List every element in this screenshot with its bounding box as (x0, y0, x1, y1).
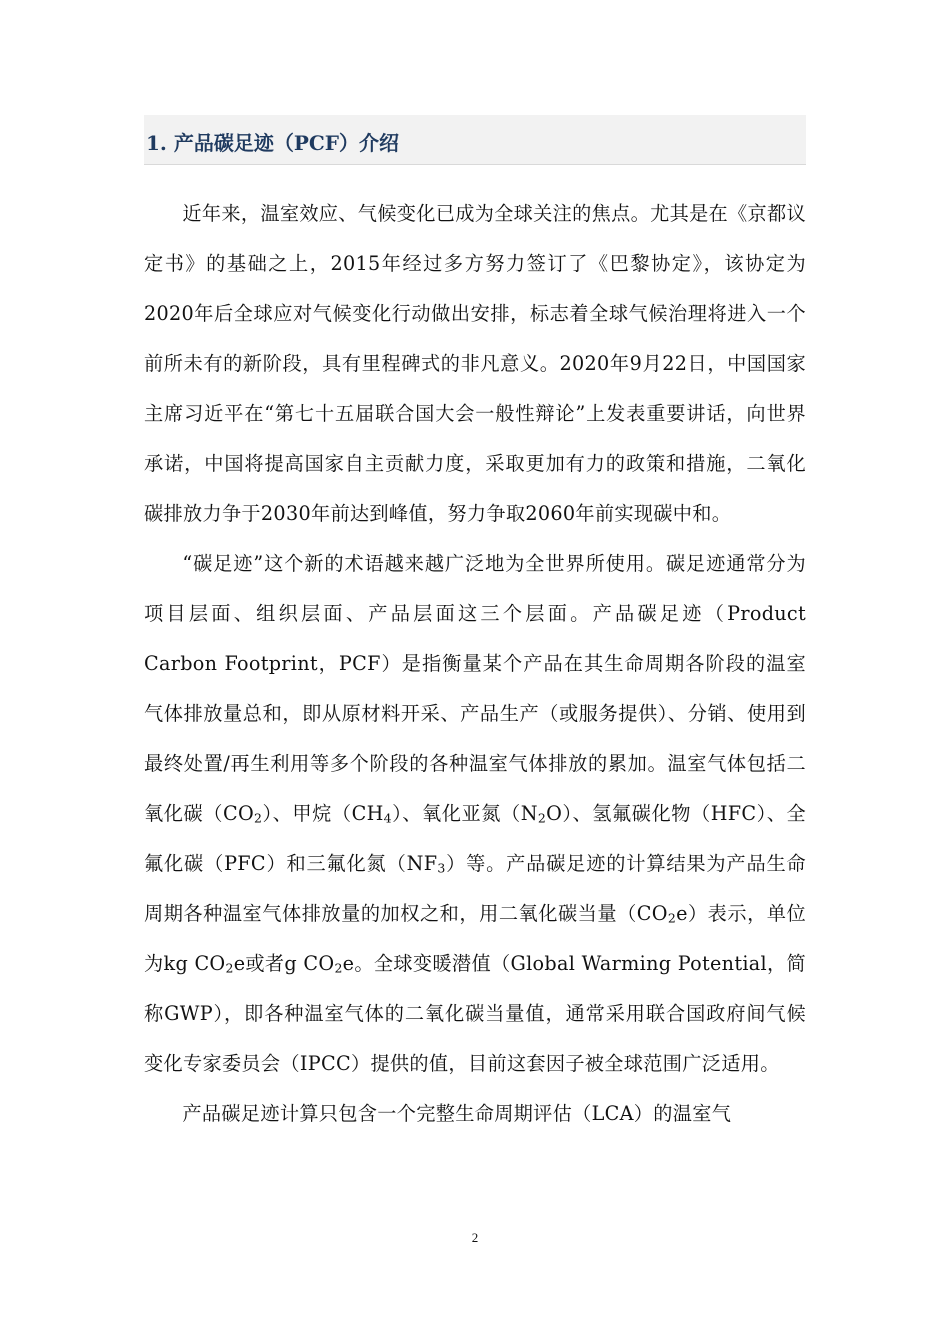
text-run: e）表示，单位为kg CO (144, 902, 806, 975)
subscript: 4 (383, 810, 392, 826)
body-text (144, 189, 806, 1139)
paragraph-3: 产品碳足迹计算只包含一个完整生命周期评估（LCA）的温室气 (182, 1102, 732, 1125)
text-run: O）、氢氟碳化物（HFC）、全氟化碳（PFC）和三氟化氮（NF (144, 802, 806, 875)
text-run: ）、氧化亚氮（N (391, 802, 538, 825)
text-run: e。全球变暖潜值（Global Warming Potential，简称GWP），即各种温室气体的二氧化碳当量值，通常采用联合国政府间气候变化专家委员会（IPCC）提供的值，目前这套因子被全球范围广泛适用。 (144, 952, 806, 1075)
subscript: 2 (225, 960, 234, 976)
section-heading-bar (144, 115, 806, 165)
paragraph-1: 近年来，温室效应、气候变化已成为全球关注的焦点。尤其是在《京都议定书》的基础之上，2015年经过多方努力签订了《巴黎协定》，该协定为2020年后全球应对气候变化行动做出安排，标志着全球气候治理将进入一个前所未有的新阶段，具有里程碑式的非凡意义。2020年9月22日，中国国家主席习近平在“第七十五届联合国大会一般性辩论”上发表重要讲话，向世界承诺，中国将提高国家自主贡献力度，采取更加有力的政策和措施，二氧化碳排放力争于2030年前达到峰值，努力争取2060年前实现碳中和。 (144, 202, 806, 525)
subscript: 2 (537, 810, 547, 826)
text-run: ）等。产品碳足迹的计算结果为产品生命周期各种温室气体排放量的加权之和，用二氧化碳当量（CO (144, 852, 806, 925)
subscript: 2 (254, 810, 263, 826)
text-run: “碳足迹”这个新的术语越来越广泛地为全世界所使用。碳足迹通常分为项目层面、组织层面、产品层面这三个层面。产品碳足迹（Product Carbon Footprint，PCF）是指衡量某个产品在其生命周期各阶段的温室气体排放量总和，即从原材料开采、产品生产（或服务提供）、分销、使用到最终处置/再生利用等多个阶段的各种温室气体排放的累加。温室气体包括二氧化碳（CO (144, 552, 806, 825)
paragraph-2 (144, 539, 806, 1089)
subscript: 2 (667, 910, 677, 926)
subscript: 2 (334, 960, 343, 976)
text-run: ）、甲烷（CH (262, 802, 384, 825)
text-run: e或者g CO (233, 952, 335, 975)
page-number: 2 (471, 1230, 479, 1245)
subscript: 3 (437, 860, 446, 876)
section-title: 1. 产品碳足迹（PCF）介绍 (146, 131, 399, 155)
